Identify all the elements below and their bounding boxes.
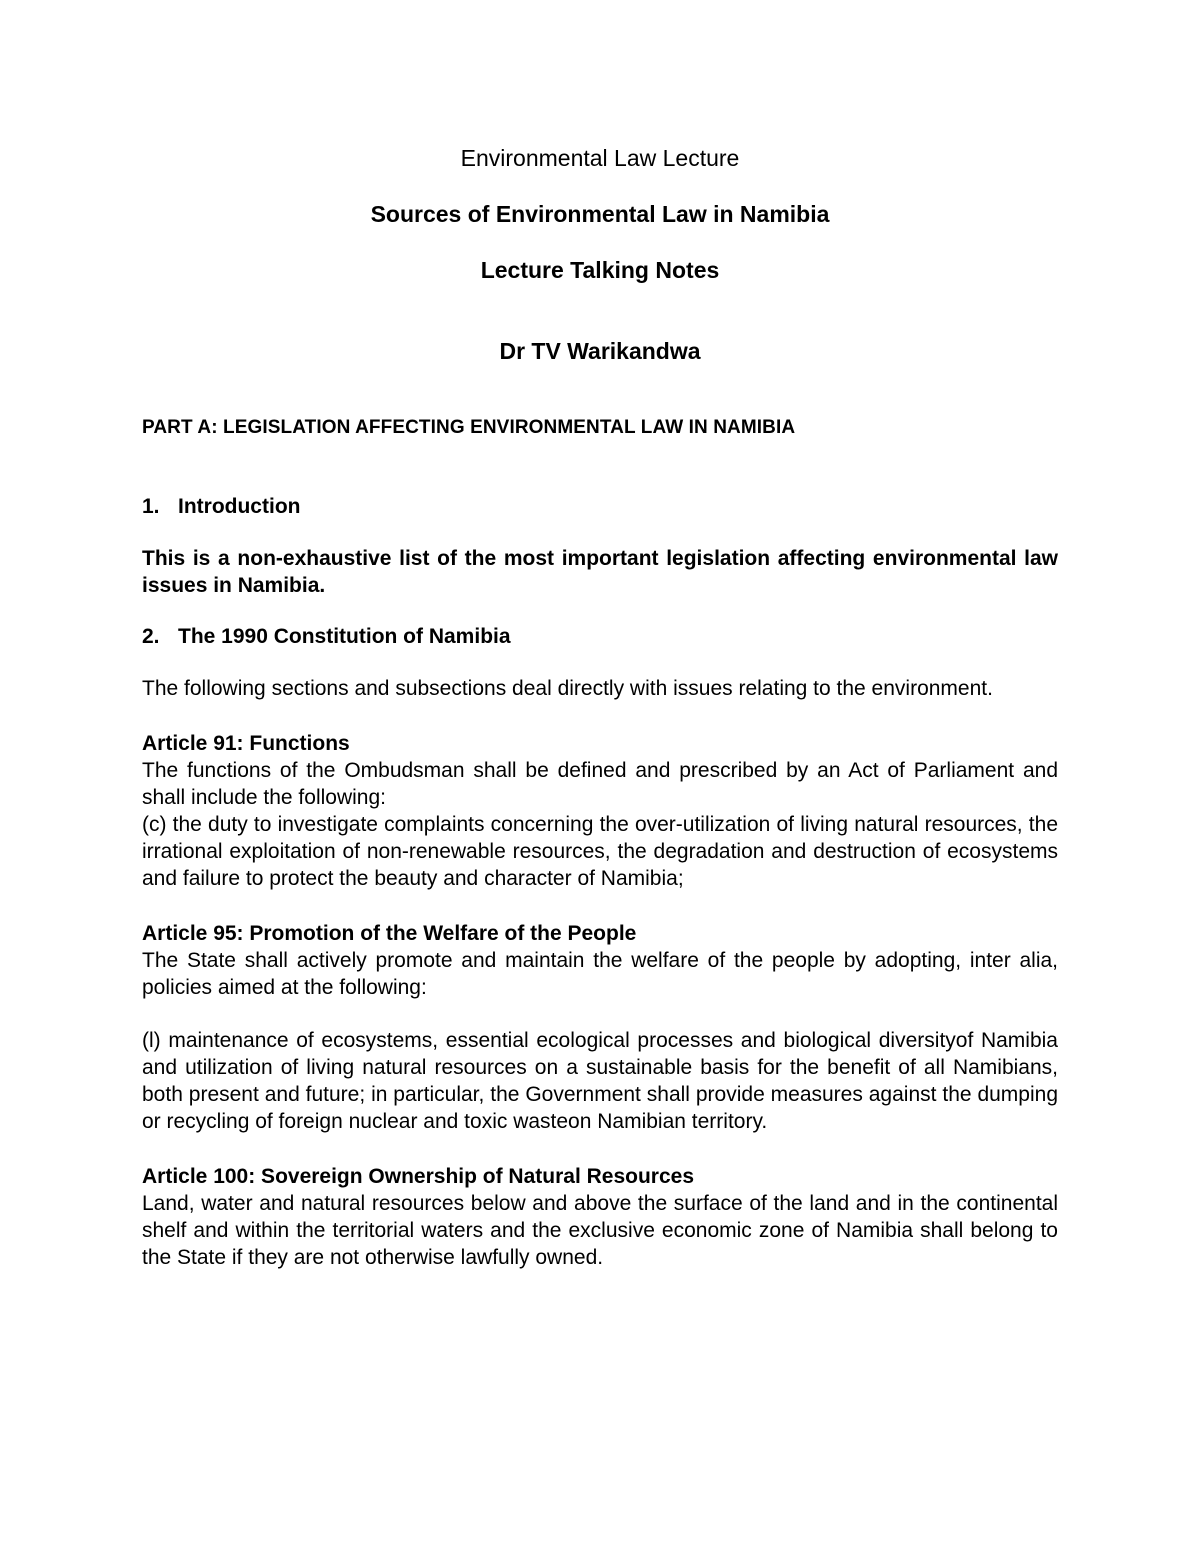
article-95-clause-l: (l) maintenance of ecosystems, essential ecological processes and biological diversityof Namibia and utilization of living natural resources on a sustainable basis for the benefit of all Namibians, both present and future; in particular, the Government shall provide measures against the dumping or recycling of foreign nuclear and toxic wasteon Namibian territory. xyxy=(142,1028,1058,1133)
part-a-heading: PART A: LEGISLATION AFFECTING ENVIRONMENTAL LAW IN NAMIBIA xyxy=(142,416,796,438)
document-author: Dr TV Warikandwa xyxy=(499,337,701,364)
document-subtitle: Sources of Environmental Law in Namibia xyxy=(370,200,830,227)
introduction-paragraph: This is a non-exhaustive list of the most important legislation affecting environmental law issues in Namibia. xyxy=(142,546,1058,597)
article-95-text: The State shall actively promote and maintain the welfare of the people by adopting, inter alia, policies aimed at the following: xyxy=(142,948,1058,999)
section-number: 1. xyxy=(142,494,160,518)
document-title: Environmental Law Lecture xyxy=(460,145,740,171)
constitution-paragraph: The following sections and subsections deal directly with issues relating to the environment. xyxy=(142,676,993,700)
article-91-text: The functions of the Ombudsman shall be defined and prescribed by an Act of Parliament and shall include the following: xyxy=(142,758,1058,809)
article-95-heading: Article 95: Promotion of the Welfare of the People xyxy=(142,921,637,945)
section-title: The 1990 Constitution of Namibia xyxy=(178,624,511,648)
article-91-heading: Article 91: Functions xyxy=(142,731,350,755)
section-introduction-heading xyxy=(142,495,1058,519)
section-title: Introduction xyxy=(178,494,301,518)
article-91-clause-c: (c) the duty to investigate complaints concerning the over-utilization of living natural resources, the irrational exploitation of non-renewable resources, the degradation and destruction of ecosystems and failure to protect the beauty and character of Namibia; xyxy=(142,812,1058,890)
section-number: 2. xyxy=(142,624,160,648)
document-subtitle-notes: Lecture Talking Notes xyxy=(480,256,720,283)
article-100-text: Land, water and natural resources below and above the surface of the land and in the continental shelf and within the territorial waters and the exclusive economic zone of Namibia shall belong to the State if they are not otherwise lawfully owned. xyxy=(142,1191,1058,1269)
article-100-heading: Article 100: Sovereign Ownership of Natural Resources xyxy=(142,1164,695,1188)
section-constitution-heading xyxy=(142,625,1058,649)
